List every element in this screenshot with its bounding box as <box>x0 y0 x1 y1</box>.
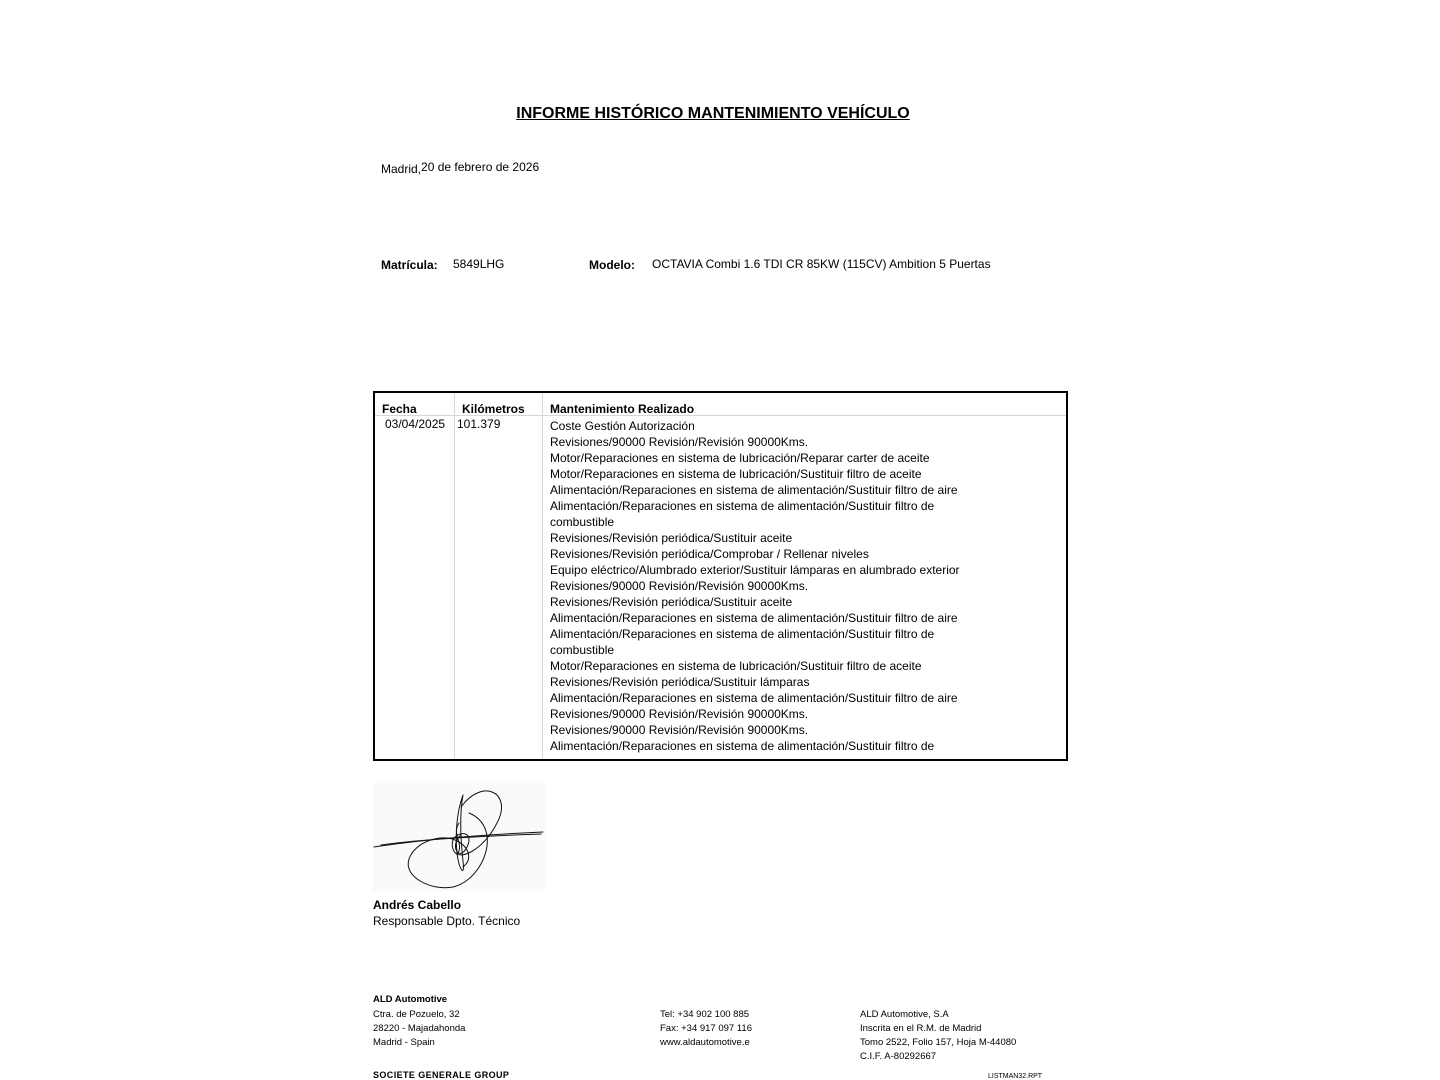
model-value: OCTAVIA Combi 1.6 TDI CR 85KW (115CV) Ambition 5 Puertas <box>652 257 991 271</box>
model-label: Modelo: <box>589 258 635 272</box>
maintenance-item: Revisiones/Revisión periódica/Sustituir aceite <box>550 595 793 609</box>
maintenance-item: Alimentación/Reparaciones en sistema de alimentación/Sustituir filtro de aire <box>550 611 958 625</box>
footer-company-name: ALD Automotive <box>373 994 448 1005</box>
maintenance-item: Coste Gestión Autorización <box>550 419 695 433</box>
footer-legal-line: C.I.F. A-80292667 <box>860 1051 937 1062</box>
maintenance-table <box>373 391 1068 761</box>
maintenance-item: combustible <box>550 515 615 529</box>
column-header-maintenance: Mantenimiento Realizado <box>550 402 695 416</box>
maintenance-items-list <box>550 418 960 754</box>
report-reference: LISTMAN32.RPT <box>988 1073 1043 1080</box>
maintenance-item: Alimentación/Reparaciones en sistema de alimentación/Sustituir filtro de aire <box>550 483 958 497</box>
footer-address-line: 28220 - Majadahonda <box>373 1023 466 1034</box>
maintenance-item: Revisiones/90000 Revisión/Revisión 90000Kms. <box>550 723 809 737</box>
column-divider <box>542 393 543 759</box>
footer-legal-line: Tomo 2522, Folio 157, Hoja M-44080 <box>860 1037 1017 1048</box>
footer-phone: Tel: +34 902 100 885 <box>660 1009 750 1020</box>
maintenance-item: Motor/Reparaciones en sistema de lubricación/Reparar carter de aceite <box>550 451 930 465</box>
handwritten-signature <box>373 783 545 891</box>
maintenance-item: Revisiones/90000 Revisión/Revisión 90000Kms. <box>550 707 809 721</box>
maintenance-item: Equipo eléctrico/Alumbrado exterior/Sustituir lámparas en alumbrado exterior <box>550 563 960 577</box>
maintenance-item: combustible <box>550 643 615 657</box>
footer-address-line: Madrid - Spain <box>373 1037 435 1048</box>
footer-contact-block <box>660 1008 752 1050</box>
footer-legal-line: Inscrita en el R.M. de Madrid <box>860 1023 982 1034</box>
maintenance-item: Revisiones/90000 Revisión/Revisión 90000Kms. <box>550 435 809 449</box>
report-date: 20 de febrero de 2026 <box>421 160 540 174</box>
signer-name: Andrés Cabello <box>373 898 462 912</box>
column-header-date: Fecha <box>382 402 417 416</box>
maintenance-item: Alimentación/Reparaciones en sistema de alimentación/Sustituir filtro de <box>550 499 935 513</box>
group-logo-text: SOCIETE GENERALE GROUP <box>373 1070 510 1080</box>
maintenance-item: Alimentación/Reparaciones en sistema de alimentación/Sustituir filtro de aire <box>550 691 958 705</box>
column-header-km: Kilómetros <box>462 402 525 416</box>
maintenance-item: Motor/Reparaciones en sistema de lubricación/Sustituir filtro de aceite <box>550 467 922 481</box>
maintenance-item: Alimentación/Reparaciones en sistema de alimentación/Sustituir filtro de <box>550 739 935 753</box>
place-and-date <box>381 160 539 174</box>
maintenance-item: Revisiones/Revisión periódica/Sustituir aceite <box>550 531 793 545</box>
signer-role: Responsable Dpto. Técnico <box>373 914 521 928</box>
city: Madrid, <box>381 162 422 176</box>
plate-label: Matrícula: <box>381 258 438 272</box>
maintenance-item: Motor/Reparaciones en sistema de lubricación/Sustituir filtro de aceite <box>550 659 922 673</box>
footer-address-line: Ctra. de Pozuelo, 32 <box>373 1009 460 1020</box>
maintenance-item: Revisiones/90000 Revisión/Revisión 90000Kms. <box>550 579 809 593</box>
maintenance-item: Revisiones/Revisión periódica/Sustituir lámparas <box>550 675 810 689</box>
row-date: 03/04/2025 <box>385 417 446 431</box>
footer-legal-line: ALD Automotive, S.A <box>860 1009 949 1020</box>
plate-value: 5849LHG <box>453 257 505 271</box>
report-title: INFORME HISTÓRICO MANTENIMIENTO VEHÍCULO <box>516 105 910 122</box>
maintenance-item: Alimentación/Reparaciones en sistema de alimentación/Sustituir filtro de <box>550 627 935 641</box>
row-km: 101.379 <box>457 417 501 431</box>
footer-website: www.aldautomotive.e <box>660 1037 750 1048</box>
footer-company-block <box>373 993 465 1050</box>
column-divider <box>454 393 455 759</box>
maintenance-item: Revisiones/Revisión periódica/Comprobar / Rellenar niveles <box>550 547 869 561</box>
footer-fax: Fax: +34 917 097 116 <box>660 1023 752 1034</box>
footer-legal-block <box>860 1008 1016 1064</box>
